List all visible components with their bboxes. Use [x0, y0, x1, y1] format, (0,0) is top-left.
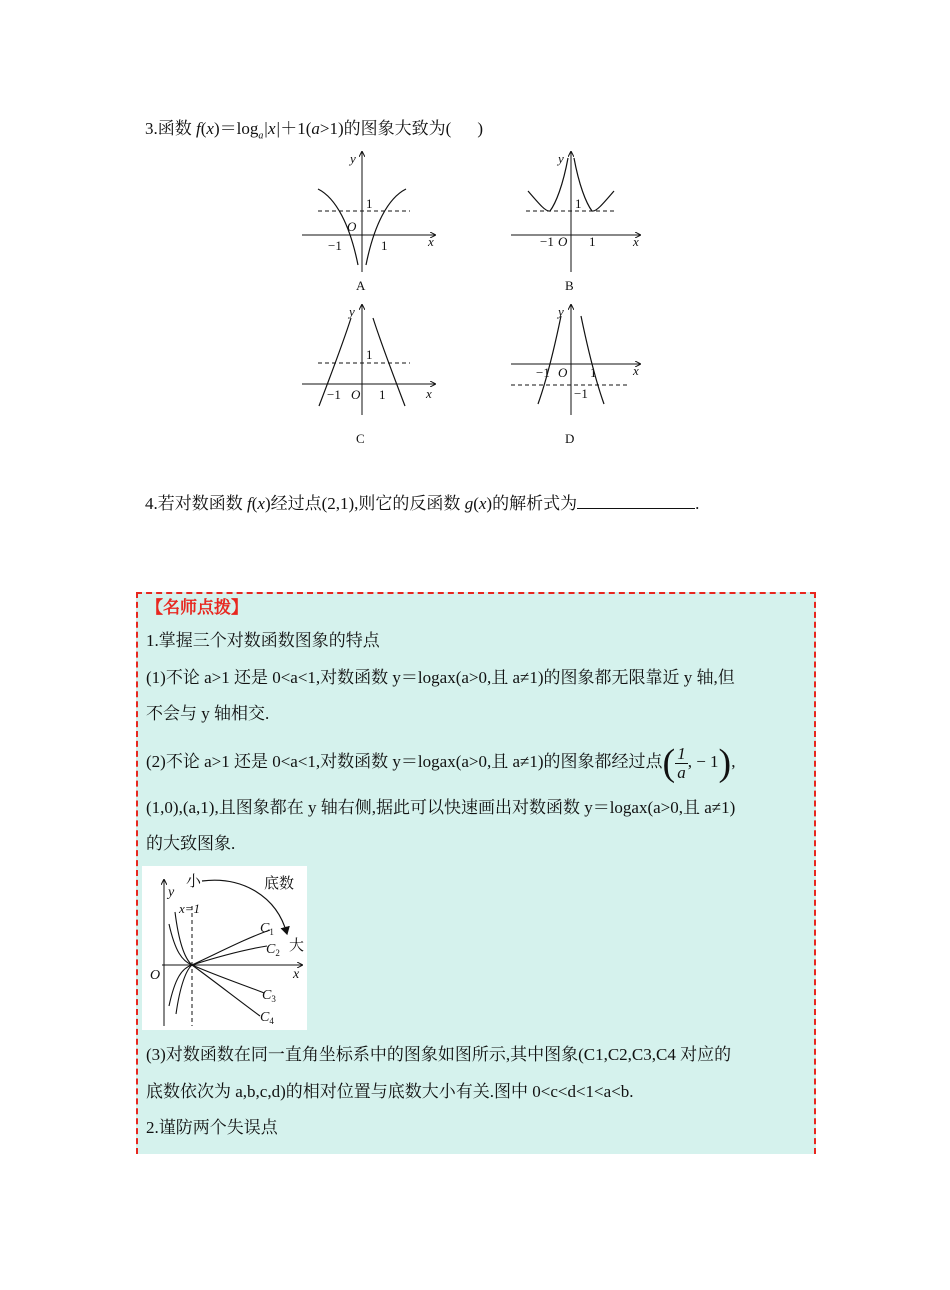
graph-b-x-label: x — [633, 234, 639, 249]
tips-line-1: 1.掌握三个对数函数图象的特点 — [146, 631, 380, 650]
fig-c1-label: $C_1$ — [260, 921, 274, 937]
graph-c-x-label: x — [426, 386, 432, 401]
graph-b[interactable] — [511, 151, 640, 293]
graph-d-x-label: x — [633, 363, 639, 378]
tips-line-5: (1,0),(a,1),且图象都在 y 轴右侧,据此可以快速画出对数函数 y＝logax(a>0,且 a≠1) — [146, 798, 736, 817]
graph-d-origin: O — [558, 365, 568, 380]
fig-curve-c2 — [176, 946, 267, 1014]
graph-b-one-y: 1 — [575, 196, 582, 211]
tips-line-7: (3)对数函数在同一直角坐标系中的图象如图所示,其中图象(C1,C2,C3,C4 对应的 — [146, 1045, 732, 1064]
graph-a-one-y: 1 — [366, 196, 373, 211]
graph-d-neg-one-x: −1 — [536, 365, 550, 380]
tips-title: 【名师点拨】 — [146, 598, 248, 617]
option-graphs — [0, 0, 950, 460]
graph-d-y-label: y — [558, 304, 564, 319]
fig-base-label: 底数 — [264, 876, 295, 892]
log-curves-figure — [142, 866, 307, 1030]
graph-c-y-label: y — [349, 304, 355, 319]
tips-line-4: (2)不论 a>1 还是 0<a<1,对数函数 y＝logax(a>0,且 a≠1)的图象都经过点( $\frac{1}{a}$ , − 1), — [146, 742, 736, 785]
tips-line-8: 底数依次为 a,b,c,d)的相对位置与底数大小有关.图中 0<c<d<1<a<b. — [146, 1082, 634, 1101]
fig-curve-c4 — [175, 912, 260, 1016]
question-4: 4.若对数函数 f(x)经过点(2,1),则它的反函数 g(x)的解析式为 . — [145, 494, 700, 513]
tips-line-3: 不会与 y 轴相交. — [146, 704, 270, 723]
fig-origin: O — [150, 968, 161, 983]
question-3: 3.函数 $f(x)=\log_a|x|+1(a>1)$的图象大致为( ) — [145, 119, 484, 142]
graph-d-letter: D — [565, 431, 575, 446]
tips-line-6: 的大致图象. — [146, 834, 236, 853]
graph-c-neg-one: −1 — [327, 387, 341, 402]
fig-curve-c1 — [169, 930, 270, 1006]
fig-c2-label: $C_2$ — [266, 942, 280, 958]
graph-a-letter: A — [356, 278, 366, 293]
graph-a-y-label: y — [350, 151, 356, 166]
graph-b-neg-one: −1 — [540, 234, 554, 249]
graph-b-y-label: y — [558, 151, 564, 166]
graph-d-one-x: 1 — [590, 365, 597, 380]
graph-c-right-curve — [373, 318, 405, 406]
fig-c4-label: $C_4$ — [260, 1010, 274, 1026]
fig-c3-label: $C_3$ — [262, 988, 276, 1004]
graph-b-origin: O — [558, 234, 568, 249]
graph-c-one-x: 1 — [379, 387, 386, 402]
tips-line-9: 2.谨防两个失误点 — [146, 1118, 278, 1137]
graph-a-origin: O — [347, 219, 357, 234]
fig-big-label: 大 — [289, 938, 305, 954]
graph-a[interactable] — [302, 151, 435, 293]
graph-c-one-y: 1 — [366, 347, 373, 362]
answer-blank[interactable] — [577, 492, 695, 509]
graph-d-left-curve — [538, 316, 561, 404]
graph-c[interactable] — [302, 304, 435, 446]
fraction-1-over-a: $\frac{1}{a}$ — [677, 743, 686, 782]
graph-c-origin: O — [351, 387, 361, 402]
fig-x-label: x — [293, 967, 300, 982]
graph-b-letter: B — [565, 278, 574, 293]
graph-a-neg-one: −1 — [328, 238, 342, 253]
fig-y-label: y — [168, 885, 175, 900]
fig-small-label: 小 — [186, 874, 202, 890]
graph-a-x-label: x — [428, 234, 434, 249]
graph-d-neg-one-y: −1 — [574, 386, 588, 401]
graph-d[interactable] — [511, 304, 640, 446]
graph-c-letter: C — [356, 431, 365, 446]
graph-b-one-x: 1 — [589, 234, 596, 249]
fig-x1-label: x=1 — [179, 901, 201, 916]
graph-a-one-x: 1 — [381, 238, 388, 253]
tips-line-2: (1)不论 a>1 还是 0<a<1,对数函数 y＝logax(a>0,且 a≠1)的图象都无限靠近 y 轴,但 — [146, 668, 735, 687]
